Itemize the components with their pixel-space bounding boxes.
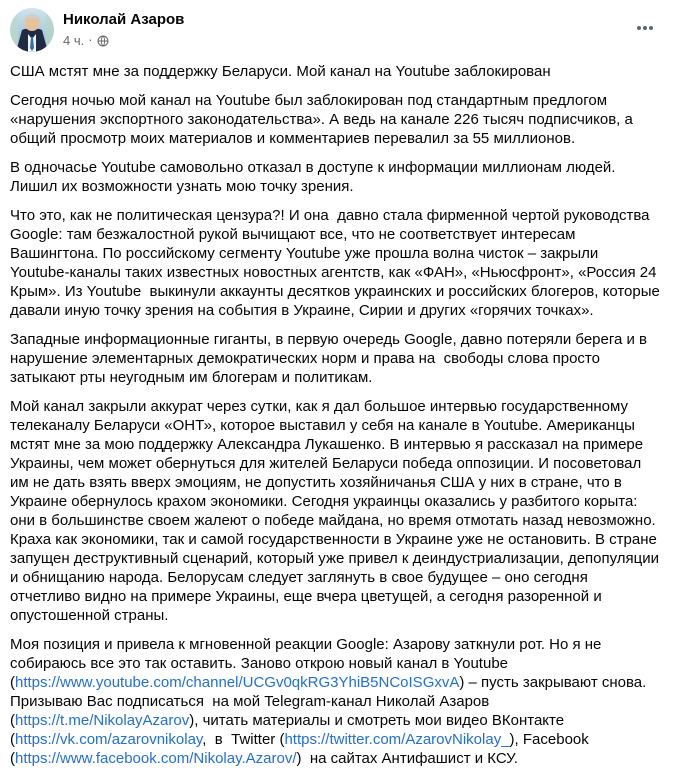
inline-link[interactable]: https://www.youtube.com/channel/UCGv0qkRG3YhiB5NCoISGxvA (15, 674, 460, 691)
post-text: ) на сайтах Антифашист и КСУ. (296, 750, 518, 767)
post-body (0, 56, 673, 768)
post-text: ), читать материалы и смотреть мои видео ВКонтакте ( (10, 712, 569, 748)
post-text: Западные информационные гиганты, в первую очередь Google, давно потеряли берега и в нарушение элементарных демократических норм и права на свободы слова просто затыкают рты неугодным им блогерам и политикам. (10, 331, 652, 386)
post-paragraph (10, 91, 661, 148)
timestamp[interactable]: 4 ч. (63, 33, 85, 48)
post-text: ), Facebook ( (10, 731, 593, 767)
more-options-button[interactable] (631, 14, 659, 42)
post-header (0, 0, 673, 56)
inline-link[interactable]: https://vk.com/azarovnikolay (15, 731, 203, 748)
post-paragraph (10, 330, 661, 387)
meta-separator: · (88, 32, 93, 47)
author-name[interactable]: Николай Азаров (63, 11, 185, 28)
avatar-photo (10, 8, 54, 52)
post-text: В одночасье Youtube самовольно отказал в доступе к информации миллионам людей. Лишил их возможности узнать мою точку зрения. (10, 159, 620, 195)
inline-link[interactable]: https://t.me/NikolayAzarov (15, 712, 190, 729)
globe-public-icon (97, 35, 109, 47)
header-meta (63, 8, 184, 50)
avatar[interactable] (10, 8, 54, 52)
post-paragraph (10, 158, 661, 196)
post-text: Мой канал закрыли аккурат через сутки, как я дал большое интервью государственному телеканалу Беларуси «ОНТ», которое выставил у себя на канале в Youtube. Американцы мстят мне за мою поддержку Александра Лукашенко. В интервью я рассказал на примере Украины, чем может обернуться для жителей Беларуси победа оппозиции. И посоветовал им не дать взять вверх эмоциям, не допустить хозяйничанья США у них в стране, что в Украине обернулось крахом экономики. Сегодня украинцы оказались у разбитого корыта: они в большинстве своем жалеют о победе майдана, но время отмотать назад невозможно. Краха как экономики, так и самой государственности в Украине уже не остановить. В стране запущен деструктивный сценарий, который уже привел к деиндустриализации, депопуляции и обнищанию народа. Белорусам следует заглянуть в свое будущее – оно сегодня отчетливо видно на примере Украины, еще вчера цветущей, а сегодня разоренной и опустошенной страны. (10, 398, 664, 624)
post-paragraph (10, 397, 664, 625)
post-text: , в Twitter ( (202, 731, 285, 748)
post-paragraph (10, 62, 661, 81)
post-meta-line (63, 32, 184, 50)
post-text: Моя позиция и привела к мгновенной реакции Google: Азарову заткнули рот. Но я не собираюсь все это так оставить. Заново открою новый канал в Youtube ( (10, 636, 606, 691)
post-text: Сегодня ночью мой канал на Youtube был заблокирован под стандартным предлогом «нарушения экспортного законодательства». А ведь на канале 226 тысяч подписчиков, а общий просмотр моих материалов и комментариев перевалил за 55 миллионов. (10, 92, 638, 147)
inline-link[interactable]: https://twitter.com/AzarovNikolay_ (284, 731, 510, 748)
inline-link[interactable]: https://www.facebook.com/Nikolay.Azarov/ (15, 750, 297, 767)
post-text: США мстят мне за поддержку Беларуси. Мой канал на Youtube заблокирован (10, 63, 551, 80)
ellipsis-icon (635, 18, 655, 38)
post-text: ) – пусть закрывают снова. Призываю Вас подписаться на мой Telegram-канал Николай Азаров ( (10, 674, 651, 729)
post-paragraph (10, 206, 665, 320)
post-paragraph (10, 635, 661, 768)
post-text: Что это, как не политическая цензура?! И она давно стала фирменной чертой руководства Google: там безжалостной рукой вычищают все, что не соответствует интересам Вашингтона. По российскому сегменту Youtube уже прошла волна чисток – закрыли Youtube-каналы таких известных новостных агентств, как «ФАН», «Ньюсфронт», «Россия 24 Крым». Из Youtube выкинули аккаунты десятков украинских и российских блогеров, которые давали иную точку зрения на события в Украине, Сирии и других «горячих точках». (10, 207, 665, 319)
